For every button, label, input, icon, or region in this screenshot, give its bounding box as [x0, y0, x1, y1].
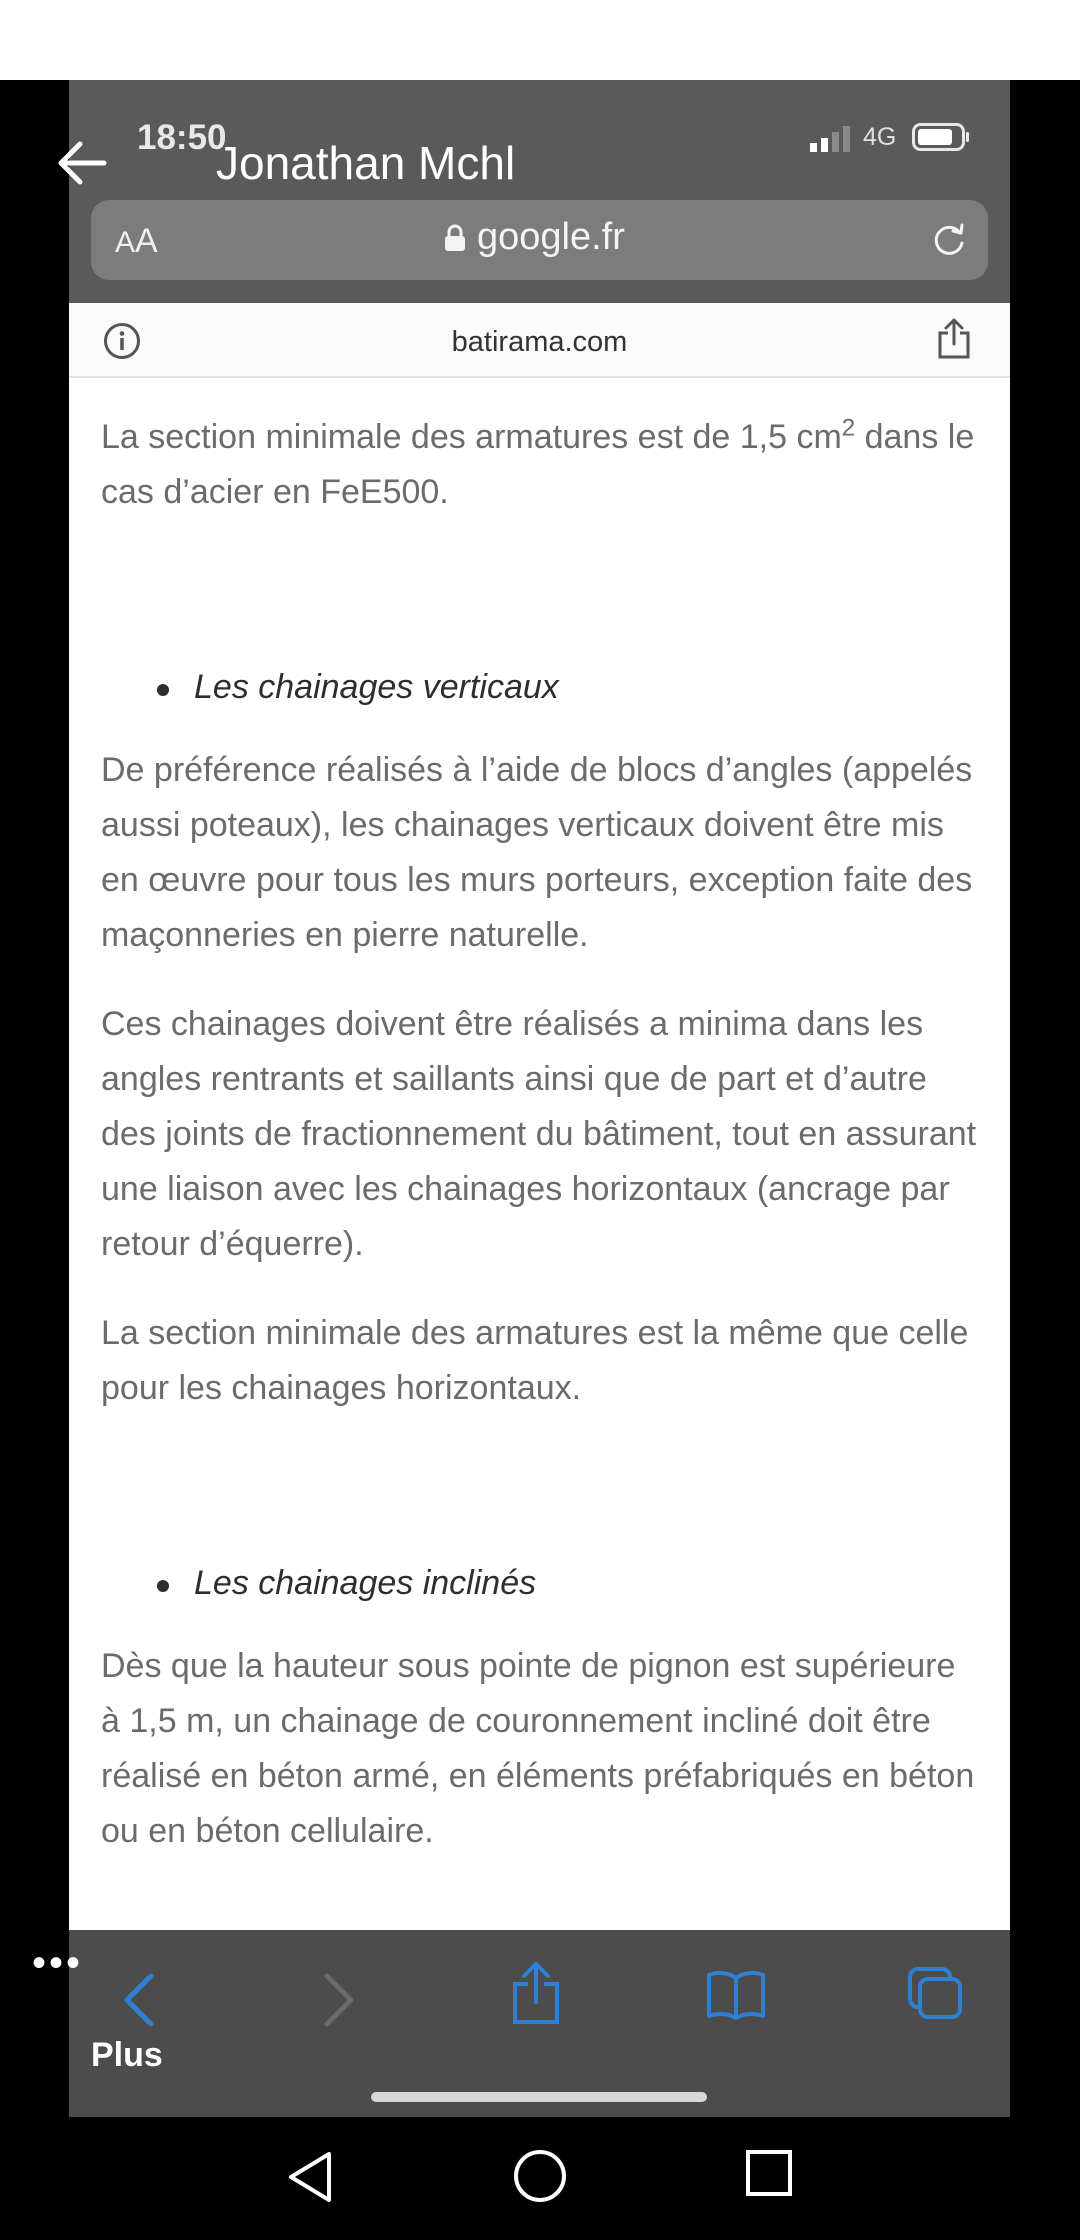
- text-size-button[interactable]: [115, 222, 158, 261]
- nav-home-icon[interactable]: [513, 2149, 567, 2203]
- more-dots-icon[interactable]: •••: [32, 1941, 84, 1985]
- list-item: [101, 1556, 981, 1611]
- arrow-left-icon[interactable]: [56, 140, 108, 186]
- android-navigation-bar: [0, 2117, 1080, 2240]
- text-size-small-label: A: [115, 226, 136, 259]
- text-size-big-label: A: [135, 222, 158, 260]
- contact-name: Jonathan Mchl: [216, 137, 516, 189]
- site-name[interactable]: batirama.com: [451, 326, 628, 358]
- safari-toolbar: [69, 1930, 1010, 2117]
- address-bar[interactable]: [91, 200, 988, 280]
- home-indicator: [371, 2092, 707, 2102]
- share-icon[interactable]: [937, 317, 971, 359]
- top-white-band: [0, 0, 1080, 80]
- battery-icon: [912, 123, 970, 151]
- paragraph: La section minimale des armatures est la même que celle pour les chainages horizontaux.: [101, 1314, 969, 1407]
- paragraph-text-rest: dans le cas d’acier en FeE500.: [101, 418, 975, 511]
- status-time: 18:50: [137, 118, 227, 157]
- article-content: [101, 410, 981, 1893]
- bullet-dot: [157, 684, 169, 696]
- site-info-bar: [69, 303, 1010, 378]
- url-domain: google.fr: [477, 216, 625, 258]
- nav-back-icon[interactable]: [285, 2149, 335, 2205]
- phone-screenshot: [69, 80, 1010, 2117]
- signal-icon: [810, 126, 852, 152]
- chevron-right-icon[interactable]: [319, 1970, 359, 2030]
- chevron-left-icon[interactable]: [119, 1970, 159, 2030]
- list-item: [101, 660, 981, 715]
- reload-icon[interactable]: [929, 220, 969, 260]
- more-label[interactable]: Plus: [91, 2036, 163, 2074]
- bullet-dot: [157, 1580, 169, 1592]
- network-type: 4G: [863, 123, 897, 151]
- spacer: [101, 554, 981, 660]
- paragraph: De préférence réalisés à l’aide de blocs d’angles (appelés aussi poteaux), les chainages verticaux doivent être mis en œuvre pour tous les murs porteurs, exception faite des maçonneries en pierre naturelle.: [101, 751, 973, 954]
- paragraph: Dès que la hauteur sous pointe de pignon est supérieure à 1,5 m, un chainage de couronnement incliné doit être réalisé en béton armé, en éléments préfabriqués en béton ou en béton cellulaire.: [101, 1647, 975, 1850]
- spacer: [101, 1450, 981, 1556]
- nav-recents-icon[interactable]: [745, 2149, 793, 2197]
- book-icon[interactable]: [706, 1970, 766, 2020]
- lock-icon: [444, 224, 466, 252]
- superscript: 2: [841, 414, 856, 442]
- paragraph: Ces chainages doivent être réalisés a minima dans les angles rentrants et saillants ainsi que de part et d’autre des joints de fractionnement du bâtiment, tout en assurant une liaison avec les chainages horizontaux (ancrage par retour d’équerre).: [101, 1005, 977, 1263]
- paragraph-text: La section minimale des armatures est de 1,5 cm: [101, 418, 842, 456]
- tabs-icon[interactable]: [907, 1966, 963, 2020]
- paragraph: [101, 410, 981, 520]
- safari-header: [69, 80, 1010, 303]
- list-item-text: Les chainages inclinés: [194, 1564, 537, 1602]
- list-item-text: Les chainages verticaux: [194, 668, 559, 706]
- share-icon[interactable]: [510, 1960, 562, 2026]
